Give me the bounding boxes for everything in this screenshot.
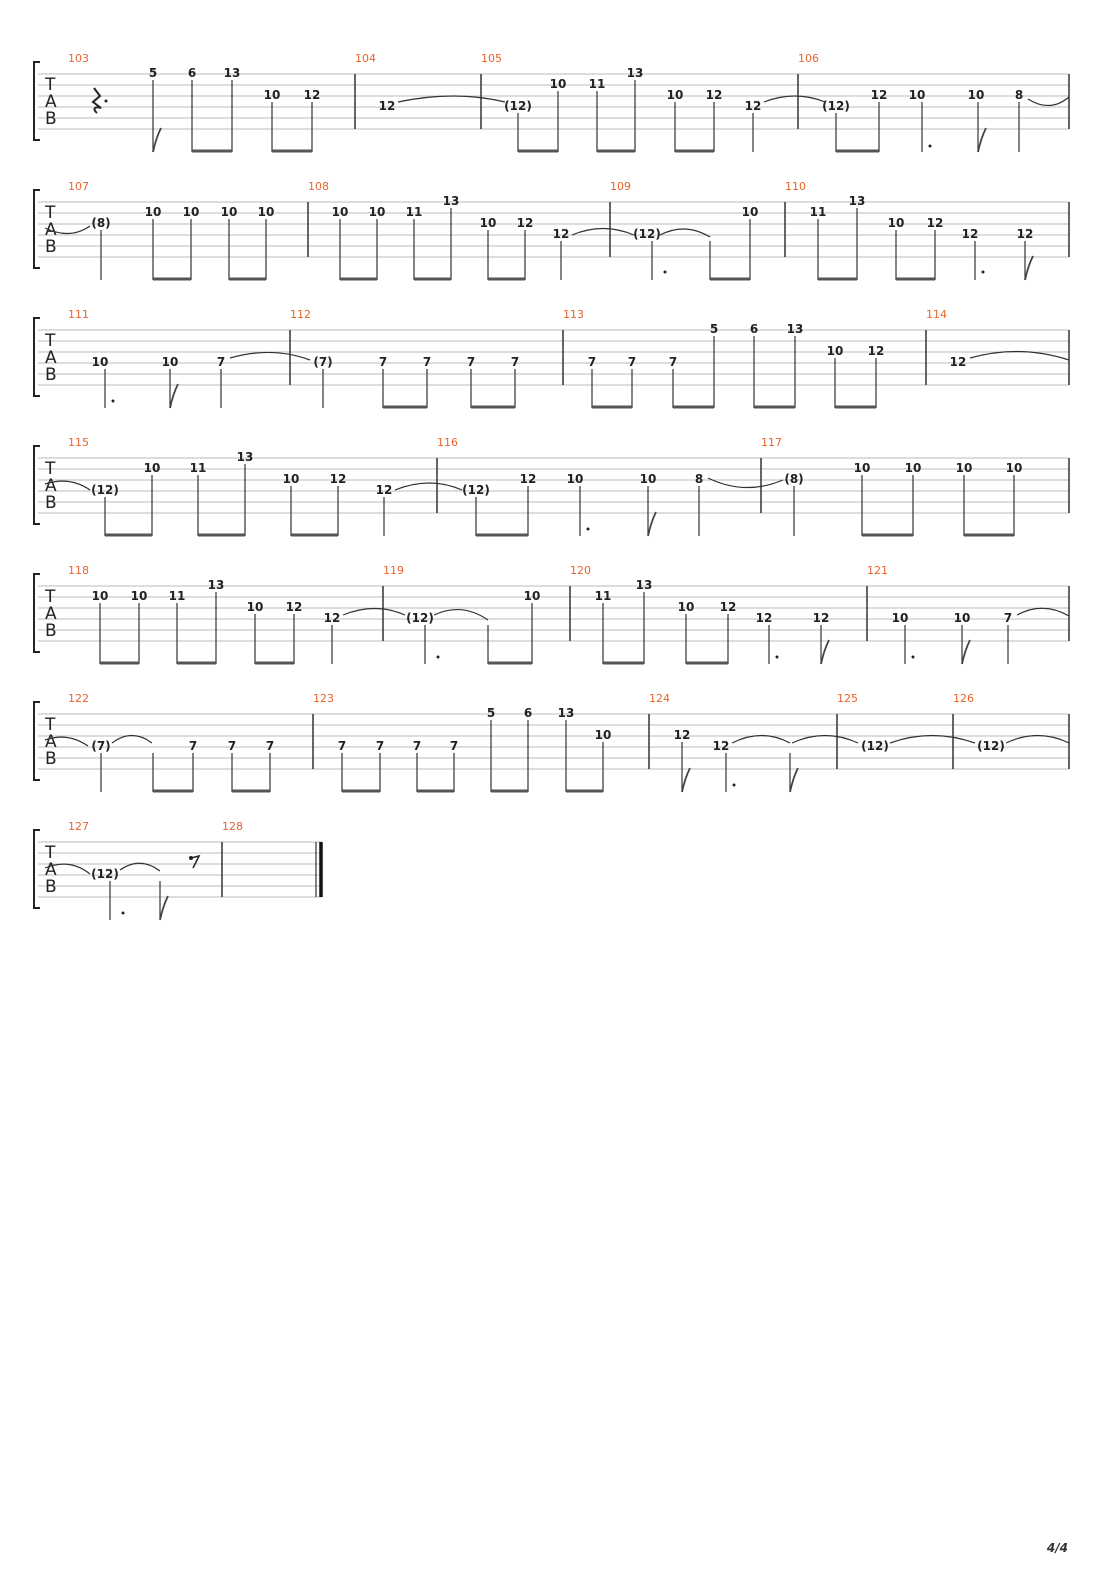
measure-number: 122 [68,692,89,705]
fret-number: 5 [709,322,719,336]
tab-clef-t: T [45,587,56,607]
fret-number: 10 [368,205,386,219]
measure-number: 113 [563,308,584,321]
eighth-flag [978,128,986,152]
staff-lines [38,330,1069,385]
fret-number: 12 [867,344,885,358]
tab-clef-a: A [45,220,57,240]
tab-system-3 [34,308,1069,408]
augmentation-dot [929,145,932,148]
staff-lines [38,842,322,897]
measure-number: 121 [867,564,888,577]
measure-number: 108 [308,180,329,193]
augmentation-dot [912,656,915,659]
tab-clef-a: A [45,92,57,112]
fret-number: 10 [257,205,275,219]
measure-number: 106 [798,52,819,65]
fret-number: 12 [812,611,830,625]
fret-number: 11 [189,461,207,475]
stems [101,208,1025,280]
eighth-flag [962,640,970,664]
fret-number: 12 [870,88,888,102]
fret-number: 12 [552,227,570,241]
fret-number: 12 [378,99,396,113]
tab-system-5 [34,564,1069,664]
fret-number: 13 [236,450,254,464]
tab-system-1 [34,52,1069,152]
stems [105,464,1014,536]
stems [100,592,1008,664]
tab-clef-b: B [45,365,57,385]
fret-number: (12) [504,99,532,113]
fret-number: (12) [91,867,119,881]
stems [153,80,1019,152]
fret-number: 10 [887,216,905,230]
measure-number: 127 [68,820,89,833]
fret-number: 5 [486,706,496,720]
fret-number: 13 [626,66,644,80]
fret-number: 11 [168,589,186,603]
fret-number: 7 [422,355,432,369]
fret-number: 12 [755,611,773,625]
fret-number: 6 [187,66,197,80]
eighth-flag [821,640,829,664]
fret-number: 5 [148,66,158,80]
augmentation-dot [982,271,985,274]
fret-number: 7 [627,355,637,369]
tab-clef-b: B [45,493,57,513]
tab-system-4 [34,436,1069,536]
augmentation-dot [733,784,736,787]
fret-number: 8 [1014,88,1024,102]
measure-number: 120 [570,564,591,577]
fret-number: 7 [378,355,388,369]
fret-number: 10 [967,88,985,102]
fret-number: 12 [719,600,737,614]
eighth-flag [170,384,178,408]
tab-system-2 [34,180,1069,280]
measure-number: 103 [68,52,89,65]
tab-clef-t: T [45,843,56,863]
fret-number: 10 [741,205,759,219]
fret-number: 10 [282,472,300,486]
fret-number: (12) [91,483,119,497]
fret-number: 10 [1005,461,1023,475]
fret-number: 7 [375,739,385,753]
tab-clef-a: A [45,604,57,624]
eighth-rest [189,856,199,868]
measure-number: 109 [610,180,631,193]
fret-number: 10 [479,216,497,230]
fret-number: 10 [161,355,179,369]
fret-number: 13 [848,194,866,208]
eighth-flag [648,512,656,536]
fret-number: 13 [442,194,460,208]
fret-number: 13 [635,578,653,592]
quarter-rest [93,88,101,113]
fret-number: 6 [749,322,759,336]
tab-clef-t: T [45,459,56,479]
ties [230,351,1069,360]
measure-number: 117 [761,436,782,449]
staff-lines [38,586,1069,641]
fret-number: 10 [91,355,109,369]
fret-number: (7) [313,355,333,369]
fret-number: 10 [904,461,922,475]
fret-number: 10 [953,611,971,625]
fret-number: 13 [786,322,804,336]
fret-number: 10 [246,600,264,614]
fret-number: 13 [223,66,241,80]
fret-number: 6 [523,706,533,720]
tab-clef-t: T [45,331,56,351]
fret-number: 7 [227,739,237,753]
tab-clef-b: B [45,877,57,897]
fret-number: 12 [705,88,723,102]
fret-number: 10 [677,600,695,614]
fret-number: 10 [566,472,584,486]
fret-number: (8) [91,216,111,230]
fret-number: 12 [519,472,537,486]
measure-number: 119 [383,564,404,577]
measure-number: 105 [481,52,502,65]
fret-number: 11 [588,77,606,91]
fret-number: 7 [466,355,476,369]
fret-number: 10 [263,88,281,102]
tab-system-7 [34,820,322,920]
measure-number: 112 [290,308,311,321]
rest-dot [105,100,108,103]
fret-number: 10 [826,344,844,358]
augmentation-dot [776,656,779,659]
fret-number: 10 [523,589,541,603]
measure-number: 111 [68,308,89,321]
stems [105,336,876,408]
fret-number: 7 [587,355,597,369]
augmentation-dot [437,656,440,659]
fret-number: 10 [639,472,657,486]
eighth-flag [153,128,161,152]
augmentation-dot [112,400,115,403]
tab-system-6 [34,692,1069,792]
fret-number: 12 [285,600,303,614]
measure-number: 114 [926,308,947,321]
measure-number: 107 [68,180,89,193]
fret-number: 10 [144,205,162,219]
fret-number: 11 [594,589,612,603]
fret-number: 7 [668,355,678,369]
tab-clef-a: A [45,476,57,496]
tab-clef-b: B [45,109,57,129]
fret-number: 12 [329,472,347,486]
fret-number: (8) [784,472,804,486]
fret-number: 7 [337,739,347,753]
eighth-flag [160,896,168,920]
augmentation-dot [664,271,667,274]
fret-number: 10 [182,205,200,219]
measure-number: 128 [222,820,243,833]
fret-number: 10 [331,205,349,219]
tab-clef-b: B [45,749,57,769]
fret-number: 7 [265,739,275,753]
fret-number: 12 [673,728,691,742]
measure-number: 116 [437,436,458,449]
measure-number: 125 [837,692,858,705]
fret-number: 10 [666,88,684,102]
fret-number: 13 [207,578,225,592]
measure-number: 110 [785,180,806,193]
fret-number: 12 [323,611,341,625]
augmentation-dot [122,912,125,915]
fret-number: 8 [694,472,704,486]
fret-number: 12 [375,483,393,497]
tab-clef-b: B [45,621,57,641]
measure-number: 115 [68,436,89,449]
fret-number: (12) [633,227,661,241]
fret-number: 7 [216,355,226,369]
fret-number: 12 [516,216,534,230]
fret-number: 12 [303,88,321,102]
measure-number: 104 [355,52,376,65]
fret-number: (12) [977,739,1005,753]
fret-number: 10 [143,461,161,475]
fret-number: 10 [891,611,909,625]
fret-number: 10 [220,205,238,219]
augmentation-dot [587,528,590,531]
eighth-flag [682,768,690,792]
fret-number: 12 [949,355,967,369]
measure-number: 118 [68,564,89,577]
ties [45,736,1069,747]
measure-number: 123 [313,692,334,705]
fret-number: 11 [405,205,423,219]
fret-number: 11 [809,205,827,219]
fret-number: 12 [744,99,762,113]
tab-clef-t: T [45,715,56,735]
fret-number: (12) [861,739,889,753]
fret-number: (7) [91,739,111,753]
tab-clef-a: A [45,732,57,752]
fret-number: 7 [449,739,459,753]
fret-number: 10 [91,589,109,603]
tab-clef-a: A [45,860,57,880]
fret-number: 13 [557,706,575,720]
tab-clef-a: A [45,348,57,368]
fret-number: 10 [549,77,567,91]
fret-number: 12 [961,227,979,241]
fret-number: 7 [510,355,520,369]
fret-number: 12 [1016,227,1034,241]
fret-number: 10 [130,589,148,603]
tab-clef-b: B [45,237,57,257]
eighth-flag [1025,256,1033,280]
fret-number: 10 [908,88,926,102]
measure-number: 126 [953,692,974,705]
tab-clef-t: T [45,75,56,95]
fret-number: 7 [1003,611,1013,625]
fret-number: 12 [712,739,730,753]
measure-number: 124 [649,692,670,705]
fret-number: 10 [594,728,612,742]
fret-number: (12) [822,99,850,113]
tab-clef-t: T [45,203,56,223]
fret-number: 7 [188,739,198,753]
fret-number: (12) [406,611,434,625]
eighth-flag [790,768,798,792]
fret-number: 10 [853,461,871,475]
fret-number: 10 [955,461,973,475]
fret-number: 7 [412,739,422,753]
fret-number: 12 [926,216,944,230]
fret-number: (12) [462,483,490,497]
page-number: 4/4 [1046,1541,1068,1555]
